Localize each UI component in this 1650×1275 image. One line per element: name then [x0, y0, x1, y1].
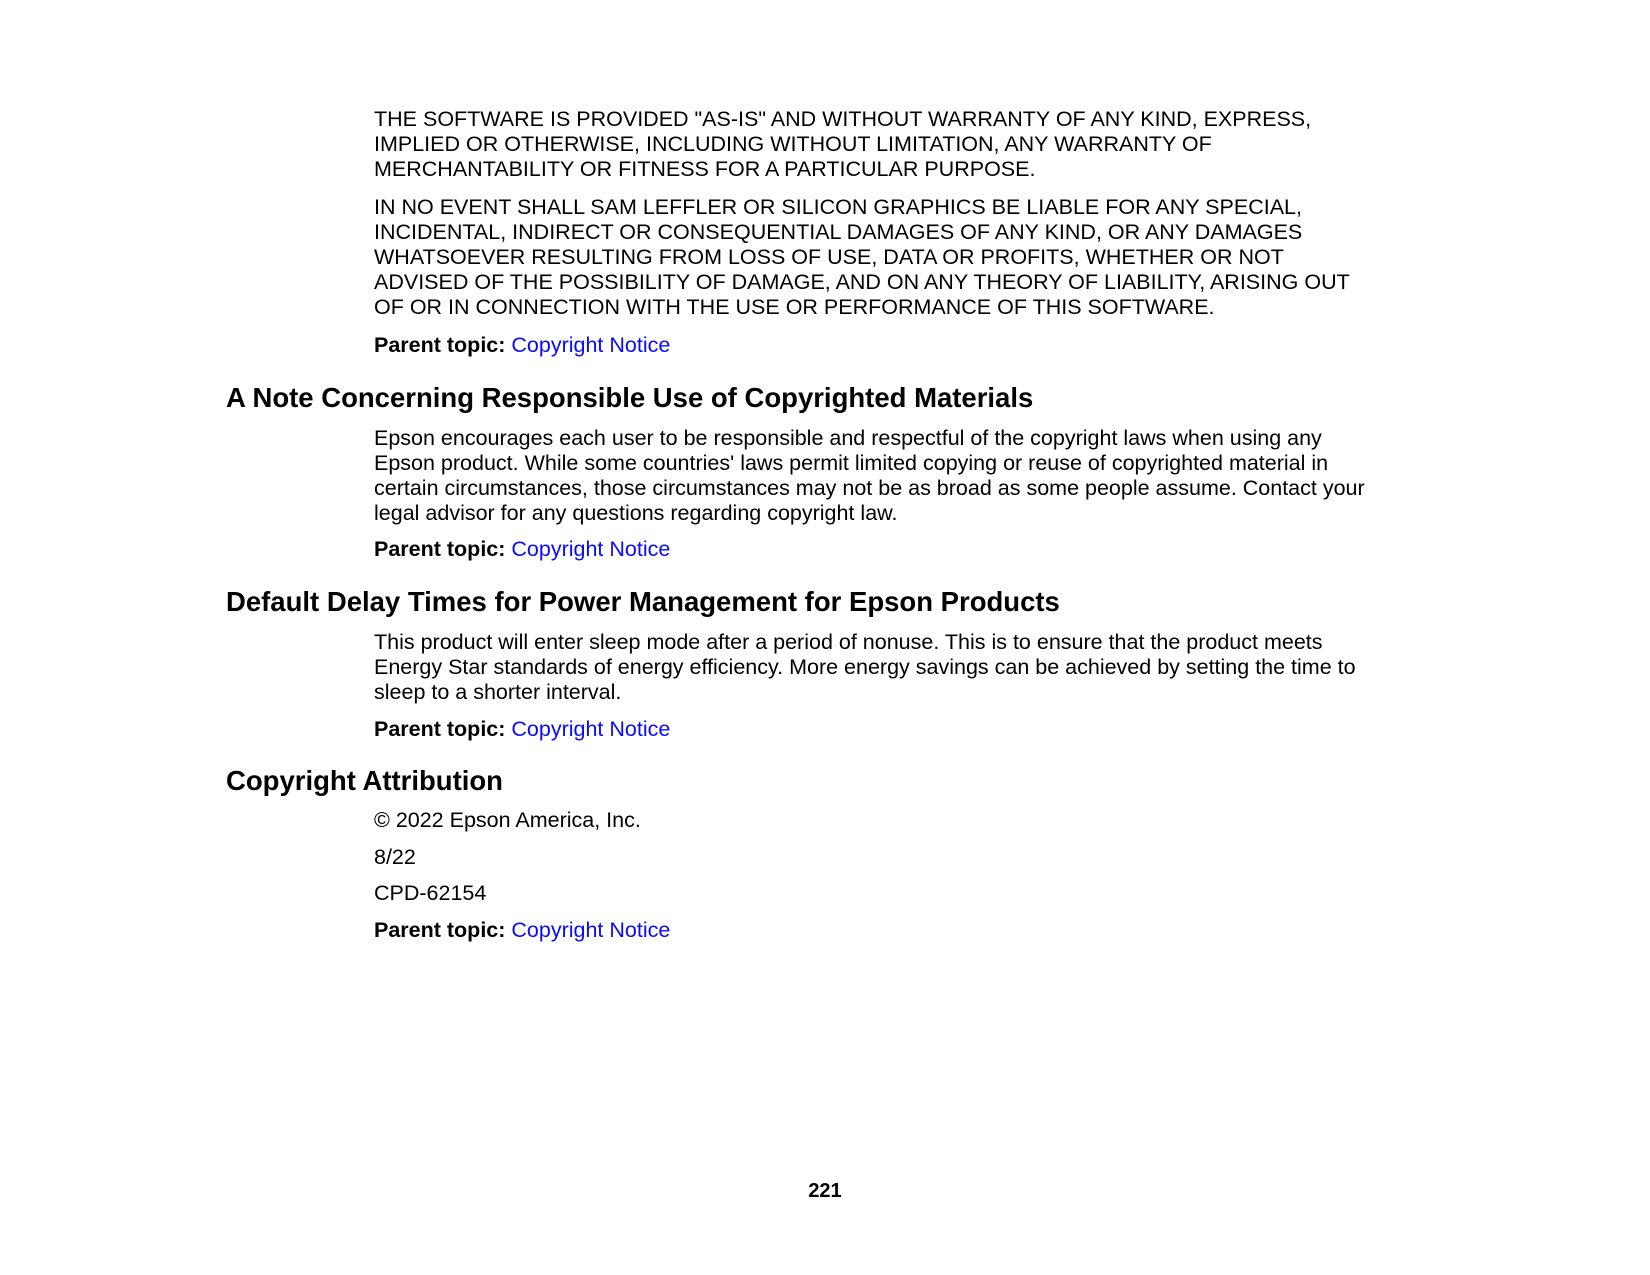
text-line: WHATSOEVER RESULTING FROM LOSS OF USE, DATA OR PROFITS, WHETHER OR NOT: [374, 245, 1284, 269]
warranty-paragraph-1: [374, 107, 1434, 182]
copyright-notice-link[interactable]: Copyright Notice: [511, 717, 671, 741]
section-heading-power-management: Default Delay Times for Power Management for Epson Products: [226, 586, 1060, 617]
section-heading-copyright-attribution: Copyright Attribution: [226, 765, 503, 796]
text-line: legal advisor for any questions regarding copyright law.: [374, 501, 898, 525]
text-line: INCIDENTAL, INDIRECT OR CONSEQUENTIAL DAMAGES OF ANY KIND, OR ANY DAMAGES: [374, 220, 1303, 244]
text-line: OF OR IN CONNECTION WITH THE USE OR PERFORMANCE OF THIS SOFTWARE.: [374, 295, 1215, 319]
copyright-notice-link[interactable]: Copyright Notice: [511, 333, 671, 357]
text-line: Energy Star standards of energy efficiency. More energy savings can be achieved by setting the time to: [374, 655, 1356, 679]
parent-topic-2: [374, 537, 1434, 562]
warranty-paragraph-2: [374, 195, 1434, 320]
text-line: IMPLIED OR OTHERWISE, INCLUDING WITHOUT LIMITATION, ANY WARRANTY OF: [374, 132, 1212, 156]
power-management-paragraph: [374, 630, 1434, 705]
text-line: This product will enter sleep mode after a period of nonuse. This is to ensure that the product meets: [374, 630, 1323, 654]
parent-topic-1: [374, 333, 1434, 358]
text-line: MERCHANTABILITY OR FITNESS FOR A PARTICULAR PURPOSE.: [374, 157, 1036, 181]
copyright-notice-link[interactable]: Copyright Notice: [511, 918, 671, 942]
parent-topic-3: [374, 717, 1434, 742]
parent-topic-label: Parent topic:: [374, 333, 506, 357]
text-line: Epson encourages each user to be responsible and respectful of the copyright laws when using any: [374, 426, 1322, 450]
text-line: sleep to a shorter interval.: [374, 680, 622, 704]
section-heading-responsible-use: A Note Concerning Responsible Use of Copyrighted Materials: [226, 382, 1034, 413]
parent-topic-label: Parent topic:: [374, 918, 506, 942]
revision-date: 8/22: [374, 845, 416, 869]
copyright-line: © 2022 Epson America, Inc.: [374, 808, 641, 832]
page-number: 221: [808, 1180, 842, 1202]
text-line: THE SOFTWARE IS PROVIDED "AS-IS" AND WITHOUT WARRANTY OF ANY KIND, EXPRESS,: [374, 107, 1312, 131]
parent-topic-label: Parent topic:: [374, 537, 506, 561]
text-line: ADVISED OF THE POSSIBILITY OF DAMAGE, AND ON ANY THEORY OF LIABILITY, ARISING OUT: [374, 270, 1350, 294]
text-line: certain circumstances, those circumstances may not be as broad as some people assume. Contact your: [374, 476, 1365, 500]
copyright-notice-link[interactable]: Copyright Notice: [511, 537, 671, 561]
parent-topic-4: [374, 918, 1434, 943]
text-line: IN NO EVENT SHALL SAM LEFFLER OR SILICON GRAPHICS BE LIABLE FOR ANY SPECIAL,: [374, 195, 1302, 219]
document-code: CPD-62154: [374, 881, 487, 905]
text-line: Epson product. While some countries' laws permit limited copying or reuse of copyrighted material in: [374, 451, 1329, 475]
responsible-use-paragraph: [374, 426, 1434, 526]
parent-topic-label: Parent topic:: [374, 717, 506, 741]
